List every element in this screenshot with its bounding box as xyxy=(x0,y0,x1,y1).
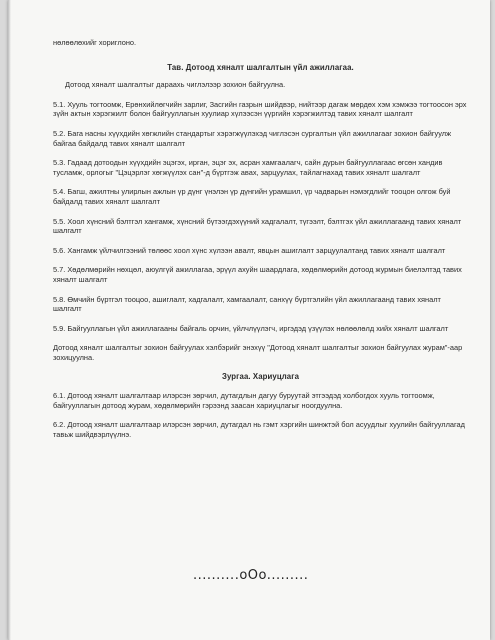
document-end-mark: ..........oOo......... xyxy=(193,568,309,583)
closing-paragraph: Дотоод хяналт шалгалтыг зохион байгуулах хэлбэрийг энэхүү "Дотоод хяналт шалгалтыг зохион байгуулах журам"-аар зохицуулна. xyxy=(53,343,463,362)
section-intro: Дотоод хяналт шалгалтыг дараахь чиглэлээр зохион байгуулна. xyxy=(65,80,286,90)
list-item: 5.5. Хоол хүнсний бэлтгэл хангамж, хүнсний бүтээгдэхүүний хадгалалт, түгээлт, бэлтгэх үйл ажиллагаанд тавих хяналт шалгалт xyxy=(53,216,462,236)
list-item: 5.3. Гадаад дотоодын хүүхдийн эцэгэх, ирган, эцэг эх, асран хамгаалагч, сайн дурын байгууллагаас өгсөн хандив тусламж, орлогыг "Цэцэрлэг хөгжүүлэх сан"-д бүртгэж авах, зарцуулах, тайлагнахад тавих хяналт шалгалт xyxy=(53,158,443,177)
list-item: 5.8. Өмчийн бүртгэл тооцоо, ашиглалт, хадгалалт, хамгаалалт, санхүү бүртгэлийн үйл ажиллагаанд тавих хяналт шалгалт xyxy=(53,294,441,314)
document-page xyxy=(8,0,490,640)
section-heading-six: Зургаа. Хариуцлага xyxy=(221,372,300,382)
liability-item: 6.2. Дотоод хяналт шалгалтаар илэрсэн зөрчил, дутагдал нь гэмт хэргийн шинжтэй бол асуудлыг хуулийн байгууллагад тавьж шийдвэрлүүлнэ. xyxy=(53,420,465,439)
list-item: 5.6. Хангамж үйлчилгээний төлөөс хоол хүнс хүлээн авалт, явцын ашиглалт зарцуулалтанд тавих хяналт шалгалт xyxy=(53,245,446,255)
list-item: 5.2. Бага насны хүүхдийн хөгжлийн стандартыг хэрэгжүүлэхэд чиглэсэн сургалтын үйл ажиллагааг зохион байгуулж байгаа байдалд тавих хяналт шалгалт xyxy=(53,128,452,148)
list-item: 5.7. Хөдөлмөрийн нөхцөл, аюулгүй ажиллагаа, эрүүл ахуйн шаардлага, хөдөлмөрийн дотоод журмын биелэлтэд тавих хяналт шалгалт xyxy=(53,265,462,284)
document-body xyxy=(53,38,468,449)
list-item: 5.4. Багш, ажилтны улирлын ажлын үр дүнг үнэлэн үр дүнгийн урамшил, үр чадварын нэмэгдлийг тооцон олгож буй байдалд тавих хяналт шалгалт xyxy=(53,187,451,206)
list-item: 5.1. Хууль тогтоомж, Ерөнхийлөгчийн зарлиг, Засгийн газрын шийдвэр, нийтээр дагаж мөрдөх хэм хэмжээ тогтоосон эрх зүйн актын хэрэгжилт болон байгууллагын хуулиар хүлээсэн үүргийн хэрэгжилтэд тавих хяналт шалгалт xyxy=(53,99,467,119)
section-heading-five: Тав. Дотоод хяналт шалгалтын үйл ажиллагаа. xyxy=(167,62,354,72)
top-line: нөлөөлөхийг хориглоно. xyxy=(53,38,137,47)
list-item: 5.9. Байгууллагын үйл ажиллагааны байгаль орчин, үйлчлүүлэгч, иргэдэд үзүүлэх нөлөөлөлд хийх хяналт шалгалт xyxy=(53,323,449,333)
page-edge-shadow xyxy=(8,0,11,640)
liability-item: 6.1. Дотоод хяналт шалгалтаар илэрсэн зөрчил, дутагдлын дагуу буруутай этгээдэд холбогдох хууль тогтоомж, байгууллагын дотоод журам, хөдөлмөрийн гэрээнд заасан хариуцлагыг ноогдуулна. xyxy=(53,391,435,410)
